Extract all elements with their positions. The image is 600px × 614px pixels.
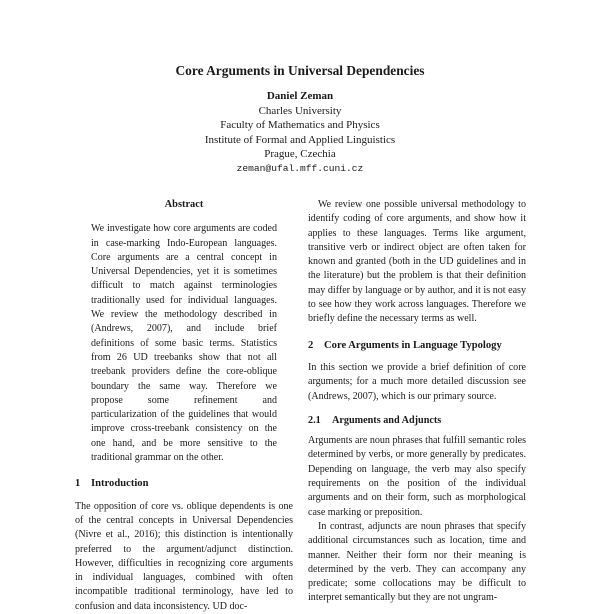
- affiliation-university: Charles University: [258, 104, 342, 117]
- abstract-heading: Abstract: [164, 199, 204, 210]
- section-1-number: 1: [75, 478, 81, 490]
- left-column: [75, 198, 293, 614]
- section-2-title: Core Arguments in Language Typology: [324, 339, 502, 351]
- paper-title: Core Arguments in Universal Dependencies: [175, 63, 425, 78]
- section-1-heading: [75, 477, 293, 491]
- section-2-1-paragraph-2: In contrast, adjuncts are noun phrases that specify additional circumstances such as location, time and manner. Neither their form nor their meaning is determined by the verb. They can accompany any predicate; some collocations may be difficult to interpret semantically but they are not ungram-: [308, 520, 526, 604]
- section-2-1-heading: [308, 414, 526, 428]
- abstract-text: We investigate how core arguments are coded in case-marking Indo-European languages. Core arguments are a central concept in Universal Dependencies, yet it is sometimes difficult to match against terminologies traditionally used for individual languages. We review the methodology described in (Andrews, 2007), and include brief definitions of some basic terms. Statistics from 26 UD treebanks show that not all treebank providers define the core-oblique boundary the same way. Therefore we propose some refinement and particularization of the guidelines that would improve cross-treebank consistency on the one hand, and be more sensitive to the traditional grammar on the other.: [91, 223, 277, 464]
- section-2-number: 2: [308, 339, 314, 351]
- section-2-1-number: 2.1: [308, 414, 321, 426]
- section-2-1-title: Arguments and Adjuncts: [332, 414, 442, 426]
- section-2-1-paragraph-1: Arguments are noun phrases that fulfill semantic roles determined by verbs, or more generally by predicates. Depending on language, the verb may also specify requirements on the position of the individual arguments and on their form, such as morphological case marking or preposition.: [308, 435, 526, 518]
- author-name: Daniel Zeman: [266, 90, 334, 102]
- affiliation-faculty: Faculty of Mathematics and Physics: [220, 119, 380, 131]
- section-1-paragraph: The opposition of core vs. oblique dependents is one of the central concepts in Universal Dependencies (Nivre et al., 2016); this distinction is intentionally preferred to the argument/adjunct distinction. However, difficulties in recognizing core arguments in individual languages, combined with often incompatible traditional terminology, have led to confusion and data inconsistency. UD doc-: [75, 500, 293, 612]
- affiliation-location: Prague, Czechia: [264, 148, 336, 160]
- section-2-paragraph: In this section we provide a brief definition of core arguments; for a much more detailed discussion see (Andrews, 2007), which is our primary source.: [308, 361, 526, 402]
- author-email[interactable]: zeman@ufal.mff.cuni.cz: [236, 162, 364, 174]
- author-block: [0, 89, 600, 176]
- right-column: [308, 198, 526, 606]
- section-1-title: Introduction: [91, 478, 149, 490]
- intro-continuation-paragraph: We review one possible universal methodology to identify coding of core arguments, and show how it applies to these languages. Terms like argument, transitive verb or indirect object are often taken for known and granted (both in the UD guidelines and in the literature) but the problem is that their definition may differ by language or by author, and it is not easy to see how they work across languages. Therefore we briefly define the necessary terms as well.: [308, 199, 526, 325]
- affiliation-institute: Institute of Formal and Applied Linguistics: [204, 133, 396, 146]
- section-2-heading: [308, 339, 526, 353]
